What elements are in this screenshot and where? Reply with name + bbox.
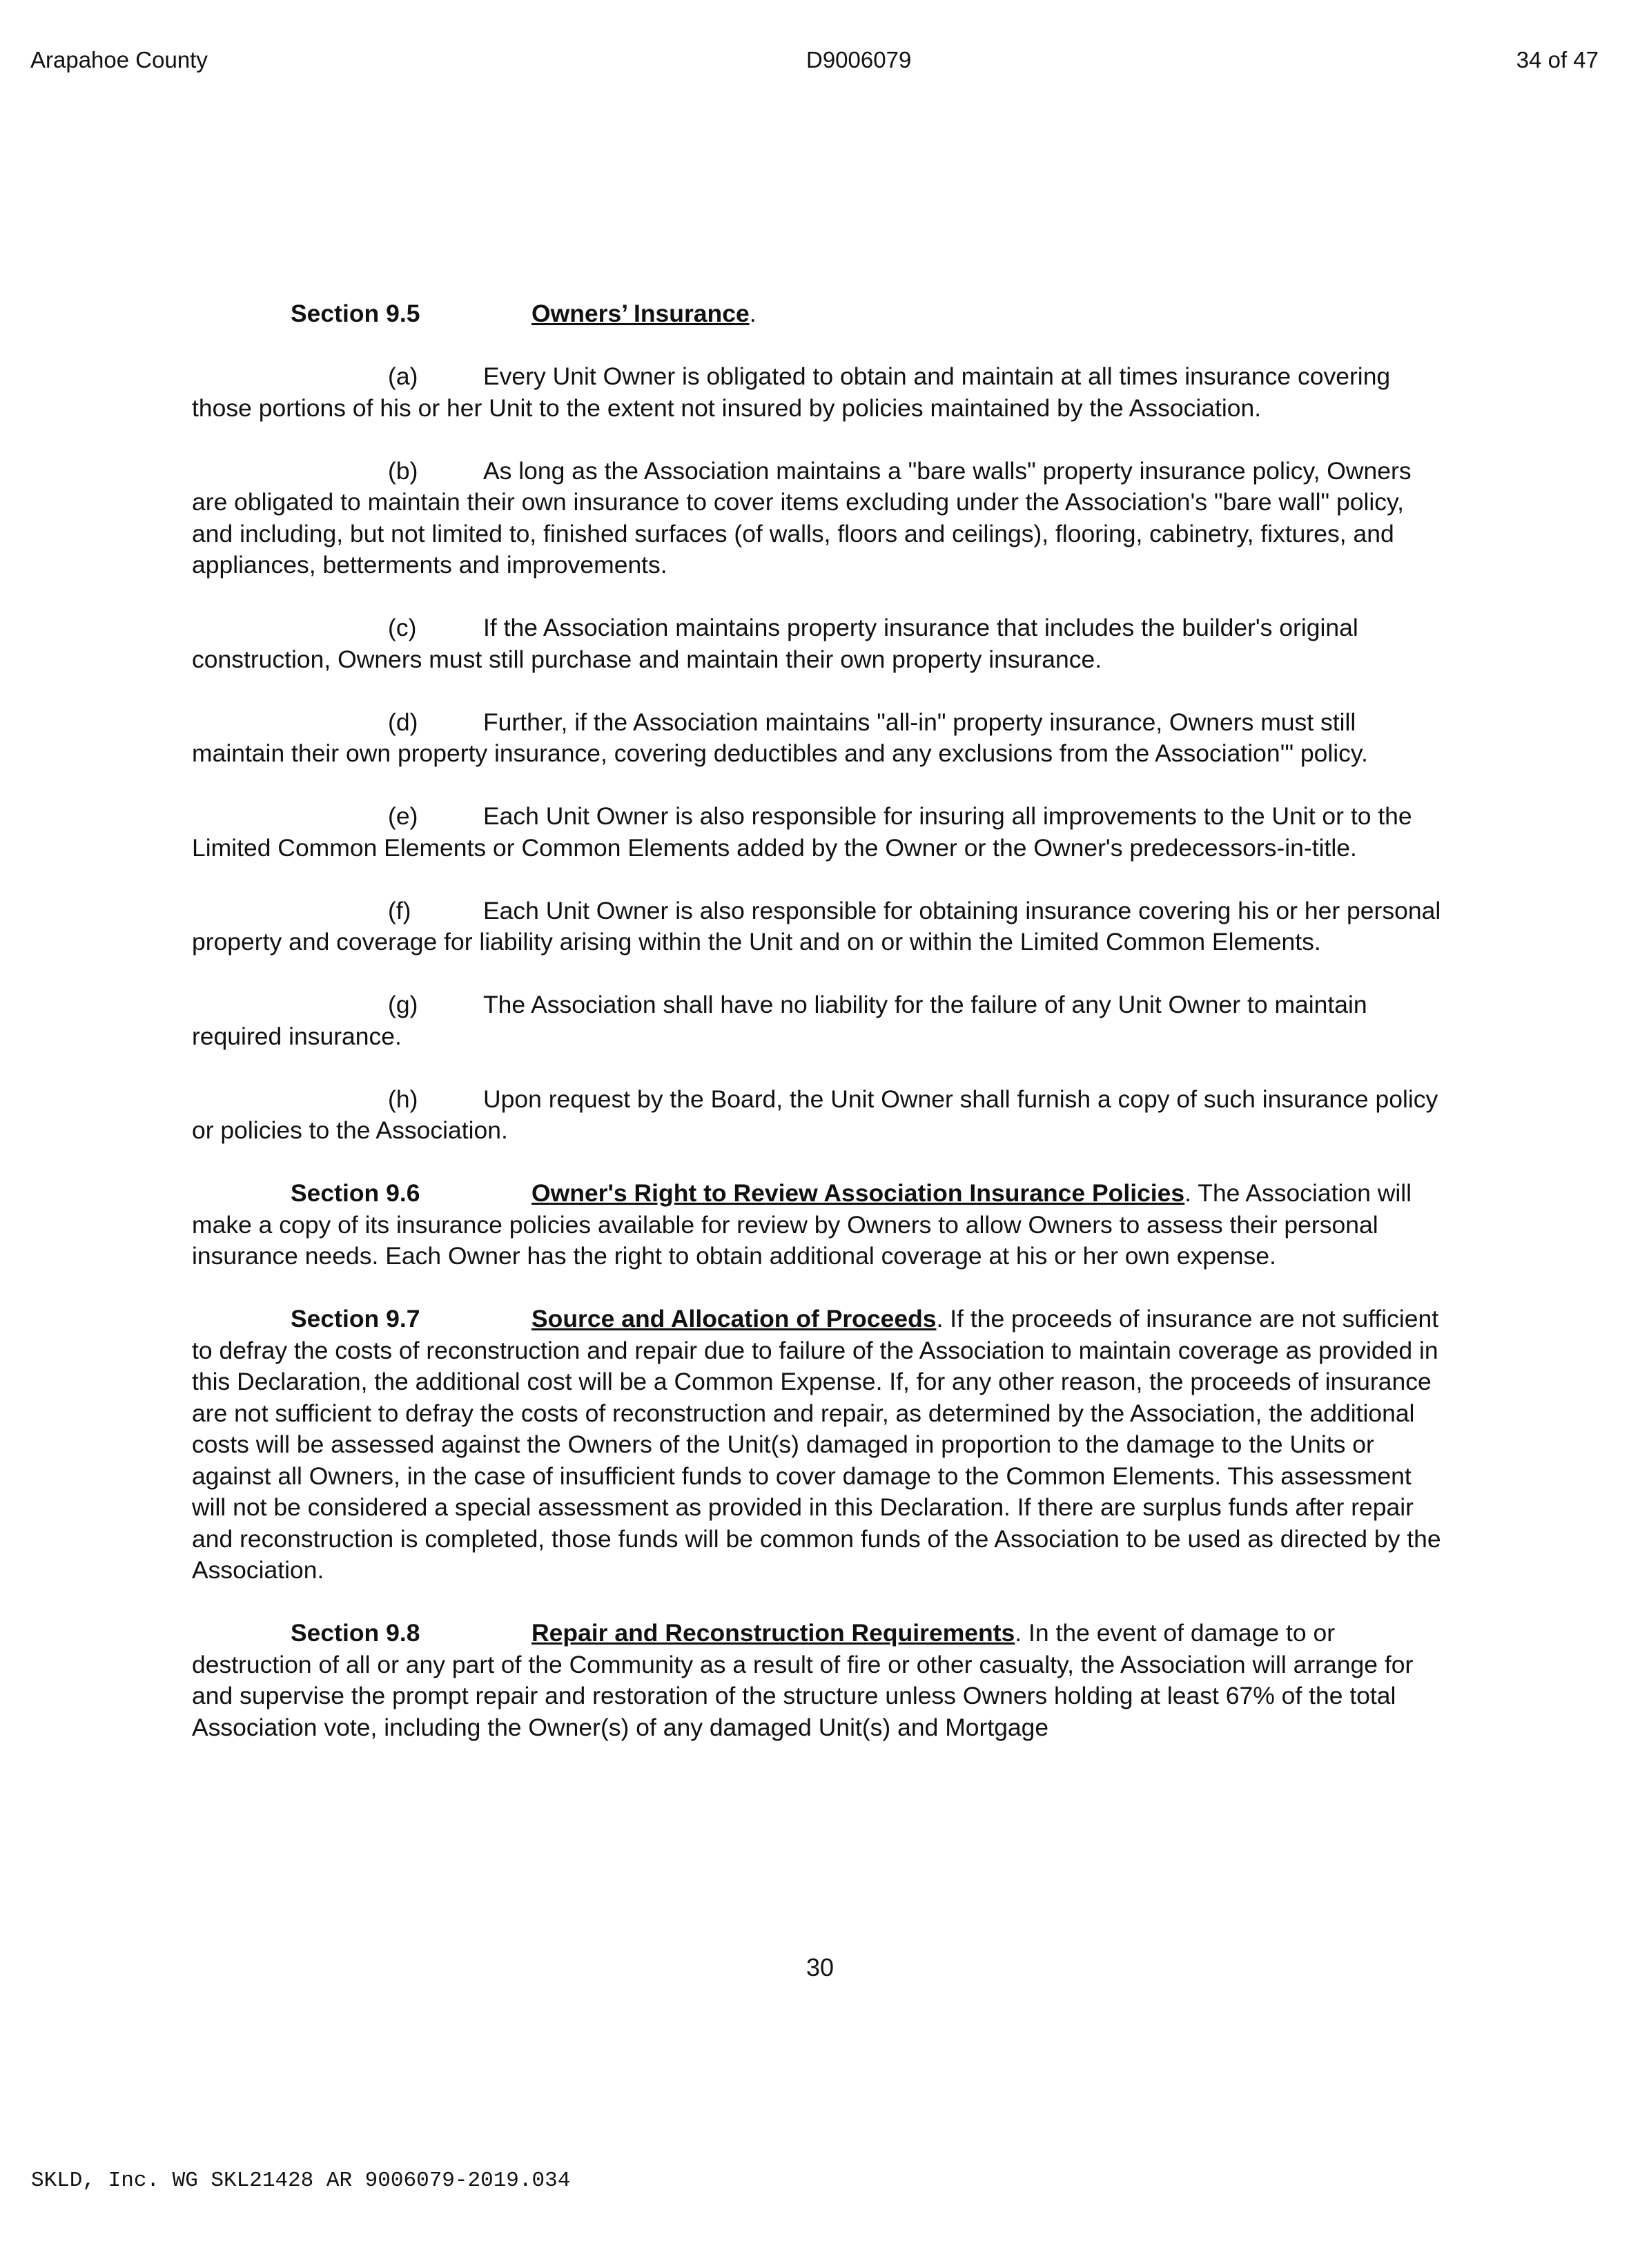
section-9-6 <box>192 1178 1447 1272</box>
paragraph-a <box>192 361 1447 424</box>
section-title-suffix: . <box>749 300 756 327</box>
item-label: (f) <box>388 896 411 924</box>
paragraph-c <box>192 612 1447 675</box>
header-county: Arapahoe County <box>30 47 208 72</box>
section-label: Section 9.8 <box>291 1619 420 1647</box>
section-label: Section 9.7 <box>291 1305 420 1332</box>
paragraph-h <box>192 1084 1447 1147</box>
item-label: (d) <box>388 708 418 736</box>
section-text: . If the proceeds of insurance are not sufficient to defray the costs of reconstruction and repair due to failure of the Association to maintain coverage as provided in this Declaration, the additional cost will be a Common Expense. If, for any other reason, the proceeds of insurance are not sufficient to defray the costs of reconstruction and repair, as determined by the Association, the additional costs will be assessed against the Owners of the Unit(s) damaged in proportion to the damage to the Units or against all Owners, in the case of insufficient funds to cover damage to the Common Elements. This assessment will not be considered a special assessment as provided in this Declaration. If there are surplus funds after repair and reconstruction is completed, those funds will be common funds of the Association to be used as directed by the Association. <box>192 1305 1441 1584</box>
document-body <box>192 298 1447 1775</box>
section-9-8 <box>192 1618 1447 1743</box>
paragraph-f <box>192 895 1447 958</box>
item-text: Every Unit Owner is obligated to obtain and maintain at all times insurance covering those portions of his or her Unit to the extent not insured by policies maintained by the Association. <box>192 362 1391 422</box>
item-text: As long as the Association maintains a "bare walls" property insurance policy, Owners are obligated to maintain their own insurance to cover items excluding under the Association's "bare wall" policy, and including, but not limited to, finished surfaces (of walls, floors and ceilings), flooring, cabinetry, fixtures, and appliances, betterments and improvements. <box>192 456 1412 579</box>
header-page-count: 34 of 47 <box>1516 47 1599 72</box>
item-label: (b) <box>388 456 418 485</box>
header-document-number: D9006079 <box>806 47 912 72</box>
section-title: Source and Allocation of Proceeds <box>531 1305 937 1332</box>
item-text: If the Association maintains property insurance that includes the builder's original construction, Owners must still purchase and maintain their own property insurance. <box>192 614 1358 673</box>
item-label: (g) <box>388 991 418 1018</box>
item-label: (a) <box>388 362 418 390</box>
item-text: Further, if the Association maintains "all-in" property insurance, Owners must still maintain their own property insurance, covering deductibles and any exclusions from the Association'" policy. <box>192 708 1368 767</box>
paragraph-g <box>192 989 1447 1052</box>
paragraph-d <box>192 707 1447 770</box>
section-text: . In the event of damage to or destruction of all or any part of the Community as a result of fire or other casualty, the Association will arrange for and supervise the prompt repair and restoration of the structure unless Owners holding at least 67% of the total Association vote, including the Owner(s) of any damaged Unit(s) and Mortgage <box>192 1619 1414 1741</box>
section-9-7 <box>192 1303 1447 1587</box>
item-text: Each Unit Owner is also responsible for obtaining insurance covering his or her personal property and coverage for liability arising within the Unit and on or within the Limited Common Elements. <box>192 896 1441 956</box>
recording-stamp: SKLD, Inc. WG SKL21428 AR 9006079-2019.034 <box>31 2169 571 2193</box>
section-text: . The Association will make a copy of its insurance policies available for review by Owners to allow Owners to assess their personal insurance needs. Each Owner has the right to obtain additional coverage at his or her own expense. <box>192 1179 1412 1270</box>
page-number: 30 <box>806 1953 834 1981</box>
paragraph-e <box>192 801 1447 864</box>
item-label: (h) <box>388 1085 418 1113</box>
paragraph-b <box>192 456 1447 581</box>
item-text: Each Unit Owner is also responsible for insuring all improvements to the Unit or to the Limited Common Elements or Common Elements added by the Owner or the Owner's predecessors-in-title. <box>192 802 1412 862</box>
item-label: (e) <box>388 802 418 830</box>
section-label: Section 9.5 <box>291 300 420 327</box>
section-title: Repair and Reconstruction Requirements <box>531 1619 1015 1647</box>
item-label: (c) <box>388 614 417 641</box>
section-9-5-heading <box>192 298 1447 330</box>
section-label: Section 9.6 <box>291 1179 420 1207</box>
item-text: Upon request by the Board, the Unit Owner shall furnish a copy of such insurance policy or policies to the Association. <box>192 1085 1438 1144</box>
section-title: Owners’ Insurance <box>531 300 750 327</box>
item-text: The Association shall have no liability for the failure of any Unit Owner to maintain required insurance. <box>192 991 1367 1050</box>
section-title: Owner's Right to Review Association Insurance Policies <box>531 1179 1185 1207</box>
